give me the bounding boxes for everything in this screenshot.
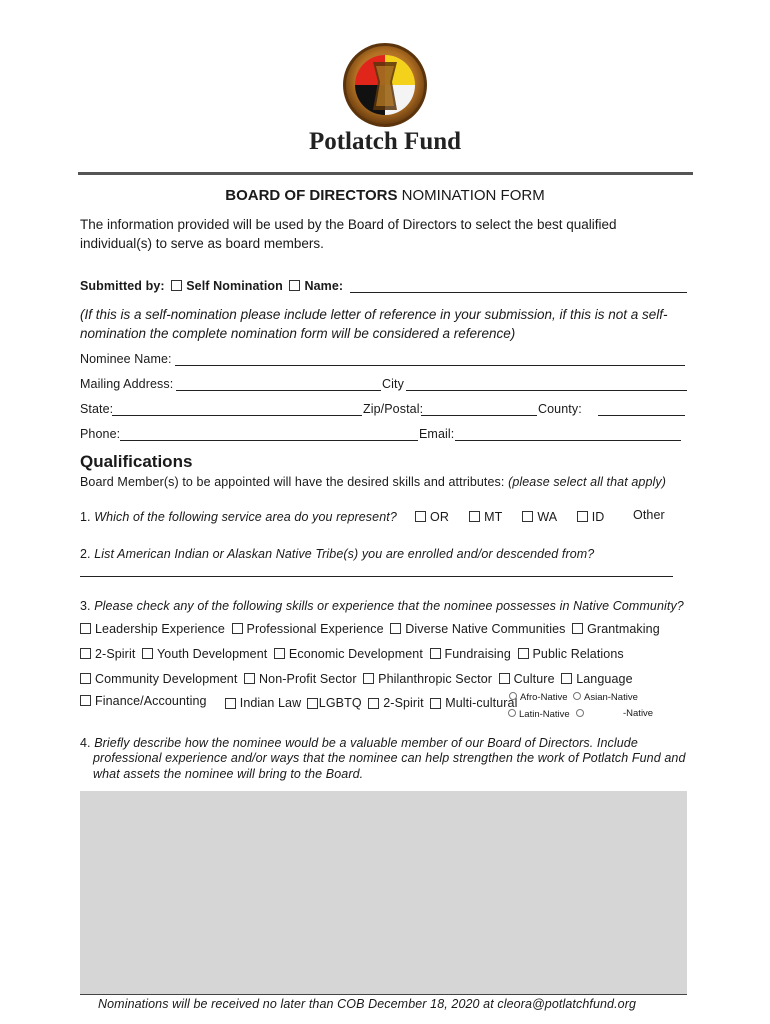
radio-asian-native[interactable] bbox=[573, 692, 638, 703]
q4-line-1 bbox=[80, 736, 638, 750]
radio-latin-native[interactable] bbox=[508, 709, 587, 720]
skill-2spirit-b: 2-Spirit bbox=[383, 696, 424, 710]
qualifications-intro bbox=[80, 475, 666, 489]
skill-youth: Youth Development bbox=[156, 647, 268, 661]
q2-text: List American Indian or Alaskan Native Tribe(s) you are enrolled and/or descended from? bbox=[94, 547, 595, 561]
skill-grantmaking: Grantmaking bbox=[587, 622, 660, 636]
mailing-address-label: Mailing Address: bbox=[80, 377, 174, 391]
q4-line-2: professional experience and/or ways that the nominee can help strengthen the work of Potlatch Fund and bbox=[93, 751, 686, 765]
tribe-field[interactable] bbox=[80, 576, 673, 577]
q1-checkbox-mt[interactable] bbox=[469, 511, 480, 522]
q1-option-wa: WA bbox=[537, 510, 557, 524]
intro-line-2: individual(s) to serve as board members. bbox=[80, 236, 324, 251]
mailing-address-field[interactable] bbox=[176, 390, 381, 391]
nominee-name-label: Nominee Name: bbox=[80, 352, 172, 366]
q4-line-3: what assets the nominee will bring to the Board. bbox=[93, 767, 364, 781]
intro-line-1: The information provided will be used by the Board of Directors to select the best qualified bbox=[80, 217, 617, 232]
self-nomination-label: Self Nomination bbox=[186, 279, 283, 293]
county-label: County: bbox=[538, 402, 582, 416]
checkbox-diverse-native[interactable] bbox=[390, 623, 401, 634]
name-label: Name: bbox=[304, 279, 344, 293]
qualifications-intro-plain: Board Member(s) to be appointed will have the desired skills and attributes: bbox=[80, 475, 509, 489]
skill-language: Language bbox=[576, 672, 633, 686]
radio-latin-label: Latin-Native bbox=[519, 709, 570, 720]
q3-row bbox=[80, 599, 684, 613]
q2-row bbox=[80, 547, 594, 561]
checkbox-philanthropic[interactable] bbox=[363, 673, 374, 684]
skill-multicultural: Multi-cultural bbox=[445, 696, 518, 710]
skill-public-relations: Public Relations bbox=[532, 647, 624, 661]
checkbox-economic[interactable] bbox=[274, 648, 285, 659]
skill-finance: Finance/Accounting bbox=[95, 694, 207, 708]
checkbox-finance[interactable] bbox=[80, 695, 91, 706]
qualifications-intro-italic: (please select all that apply) bbox=[508, 475, 667, 489]
skill-lgbtq: LGBTQ bbox=[318, 696, 362, 710]
email-label: Email: bbox=[419, 427, 455, 441]
county-field[interactable] bbox=[598, 415, 685, 416]
radio-latin-icon bbox=[508, 709, 516, 717]
radio-asian-icon bbox=[573, 692, 581, 700]
q1-checkbox-wa[interactable] bbox=[522, 511, 533, 522]
skill-leadership: Leadership Experience bbox=[95, 622, 225, 636]
skill-professional: Professional Experience bbox=[246, 622, 384, 636]
nominee-name-field[interactable] bbox=[175, 365, 685, 366]
q2-number: 2. bbox=[80, 547, 91, 561]
checkbox-lgbtq[interactable] bbox=[307, 698, 318, 709]
checkbox-youth[interactable] bbox=[142, 648, 153, 659]
footer-rule bbox=[80, 994, 687, 995]
form-title-rest: NOMINATION FORM bbox=[401, 187, 545, 204]
zip-field[interactable] bbox=[421, 415, 537, 416]
checkbox-multicultural[interactable] bbox=[430, 698, 441, 709]
radio-native-suffix: -Native bbox=[623, 708, 654, 719]
q1-checkbox-or[interactable] bbox=[415, 511, 426, 522]
radio-asian-label: Asian-Native bbox=[584, 692, 638, 703]
radio-afro-label: Afro-Native bbox=[520, 692, 568, 703]
q1-option-id: ID bbox=[591, 510, 605, 524]
q3-text: Please check any of the following skills or experience that the nominee possesses in Native Community? bbox=[94, 599, 684, 613]
footer-deadline: Nominations will be received no later than COB December 18, 2020 at cleora@potlatchfund.org bbox=[98, 997, 637, 1011]
q4-text-1: Briefly describe how the nominee would be a valuable member of our Board of Directors. Include bbox=[94, 736, 638, 750]
q1-row bbox=[80, 510, 604, 524]
skill-2spirit-a: 2-Spirit bbox=[95, 647, 136, 661]
name-checkbox[interactable] bbox=[289, 280, 300, 291]
email-field[interactable] bbox=[455, 440, 681, 441]
header-divider bbox=[78, 172, 693, 175]
radio-afro-icon bbox=[509, 692, 517, 700]
phone-label: Phone: bbox=[80, 427, 121, 441]
skill-nonprofit: Non-Profit Sector bbox=[259, 672, 357, 686]
phone-field[interactable] bbox=[120, 440, 418, 441]
submitted-by-row bbox=[80, 279, 343, 293]
q3-number: 3. bbox=[80, 599, 91, 613]
q1-option-or: OR bbox=[430, 510, 449, 524]
submitted-by-label: Submitted by: bbox=[80, 279, 165, 293]
checkbox-fundraising[interactable] bbox=[430, 648, 441, 659]
org-name: Potlatch Fund bbox=[308, 128, 462, 155]
description-textarea[interactable] bbox=[80, 791, 687, 995]
state-label: State: bbox=[80, 402, 114, 416]
checkbox-culture[interactable] bbox=[499, 673, 510, 684]
q1-option-mt: MT bbox=[484, 510, 503, 524]
state-field[interactable] bbox=[112, 415, 362, 416]
radio-other-icon[interactable] bbox=[576, 709, 584, 717]
checkbox-2spirit-a[interactable] bbox=[80, 648, 91, 659]
q1-other-label[interactable]: Other bbox=[633, 508, 665, 522]
checkbox-leadership[interactable] bbox=[80, 623, 91, 634]
checkbox-grantmaking[interactable] bbox=[572, 623, 583, 634]
skills-row-1 bbox=[77, 622, 660, 636]
q1-number: 1. bbox=[80, 510, 91, 524]
city-label: City bbox=[382, 377, 404, 391]
skill-indian-law: Indian Law bbox=[239, 696, 302, 710]
skill-community: Community Development bbox=[95, 672, 238, 686]
checkbox-nonprofit[interactable] bbox=[244, 673, 255, 684]
skill-diverse-native: Diverse Native Communities bbox=[405, 622, 566, 636]
q1-text: Which of the following service area do you represent? bbox=[94, 510, 397, 524]
skill-fundraising: Fundraising bbox=[444, 647, 511, 661]
form-title-bold: BOARD OF DIRECTORS bbox=[225, 187, 398, 204]
submitter-name-field[interactable] bbox=[350, 292, 687, 293]
skill-culture: Culture bbox=[513, 672, 555, 686]
skill-philanthropic: Philanthropic Sector bbox=[378, 672, 493, 686]
skills-row-4 bbox=[77, 694, 517, 709]
checkbox-public-relations[interactable] bbox=[518, 648, 529, 659]
note-line-2: nomination the complete nomination form will be considered a reference) bbox=[80, 326, 516, 341]
skills-row-3 bbox=[77, 672, 633, 686]
skill-economic: Economic Development bbox=[288, 647, 423, 661]
checkbox-professional[interactable] bbox=[232, 623, 243, 634]
city-field[interactable] bbox=[406, 390, 687, 391]
form-title bbox=[0, 187, 770, 204]
radio-afro-native[interactable] bbox=[509, 692, 568, 703]
potlatch-logo bbox=[342, 42, 428, 128]
checkbox-community[interactable] bbox=[80, 673, 91, 684]
q1-checkbox-id[interactable] bbox=[577, 511, 588, 522]
q4-number: 4. bbox=[80, 736, 91, 750]
qualifications-heading: Qualifications bbox=[80, 452, 193, 471]
checkbox-2spirit-b[interactable] bbox=[368, 698, 379, 709]
zip-label: Zip/Postal: bbox=[363, 402, 424, 416]
skills-row-2 bbox=[77, 647, 624, 661]
note-line-1: (If this is a self-nomination please include letter of reference in your submission, if this is not a self- bbox=[80, 307, 668, 322]
self-nomination-checkbox[interactable] bbox=[171, 280, 182, 291]
checkbox-language[interactable] bbox=[561, 673, 572, 684]
checkbox-indian-law[interactable] bbox=[225, 698, 236, 709]
